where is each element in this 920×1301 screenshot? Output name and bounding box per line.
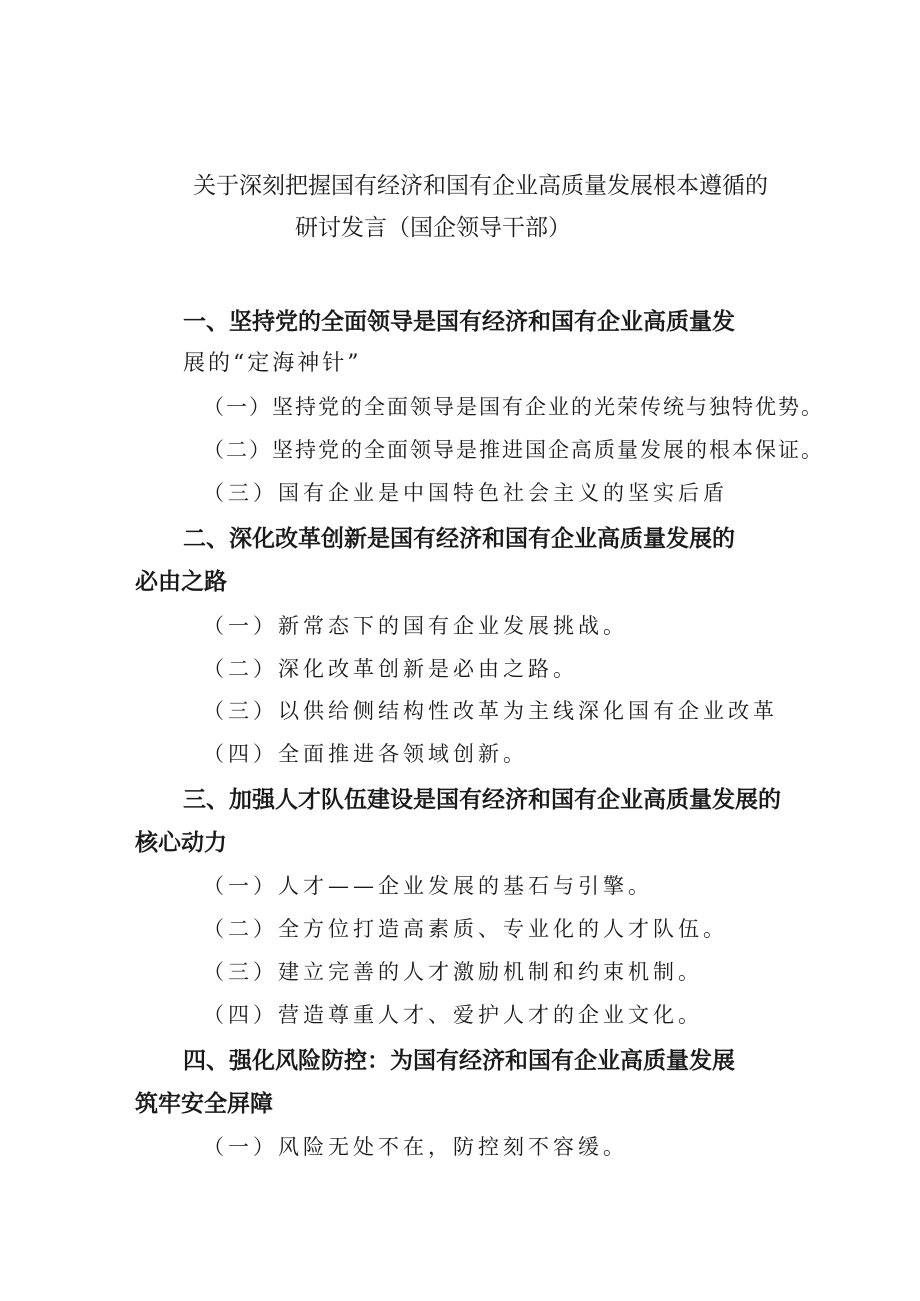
- section3-item-3: （三）建立完善的人才激励机制和约束机制。: [203, 960, 703, 984]
- section1-heading-continued: 展的“定海神针”: [183, 351, 362, 376]
- document-title-line1: 关于深刻把握国有经济和国有企业高质量发展根本遵循的: [193, 173, 768, 199]
- section2-heading-continued: 必由之路: [135, 569, 227, 595]
- section4-heading-continued: 筑牢安全屏障: [135, 1091, 273, 1117]
- section2-item-4: （四）全面推进各领域创新。: [203, 742, 528, 766]
- section4-item-1: （一）风险无处不在，防控刻不容缓。: [203, 1135, 628, 1159]
- section1-heading: 一、坚持党的全面领导是国有经济和国有企业高质量发: [183, 309, 735, 335]
- section2-item-1: （一）新常态下的国有企业发展挑战。: [203, 614, 628, 638]
- section2-heading: 二、深化改革创新是国有经济和国有企业高质量发展的: [183, 526, 735, 552]
- section2-item-2: （二）深化改革创新是必由之路。: [203, 657, 578, 681]
- section3-item-4: （四）营造尊重人才、爱护人才的企业文化。: [203, 1003, 703, 1027]
- section3-heading: 三、加强人才队伍建设是国有经济和国有企业高质量发展的: [183, 787, 781, 813]
- section3-item-1: （一）人才——企业发展的基石与引擎。: [203, 874, 653, 898]
- section3-heading-continued: 核心动力: [135, 830, 227, 856]
- section2-item-3: （三）以供给侧结构性改革为主线深化国有企业改革: [203, 699, 778, 723]
- document-title-line2: 研讨发言（国企领导干部）: [295, 215, 571, 241]
- section1-item-3: （三）国有企业是中国特色社会主义的坚实后盾: [203, 481, 728, 505]
- section4-heading: 四、强化风险防控：为国有经济和国有企业高质量发展: [183, 1048, 735, 1074]
- section3-item-2: （二）全方位打造高素质、专业化的人才队伍。: [203, 917, 728, 941]
- section1-item-1: （一）坚持党的全面领导是国有企业的光荣传统与独特优势。: [203, 395, 824, 419]
- section1-item-2: （二）坚持党的全面领导是推进国企高质量发展的根本保证。: [203, 438, 824, 462]
